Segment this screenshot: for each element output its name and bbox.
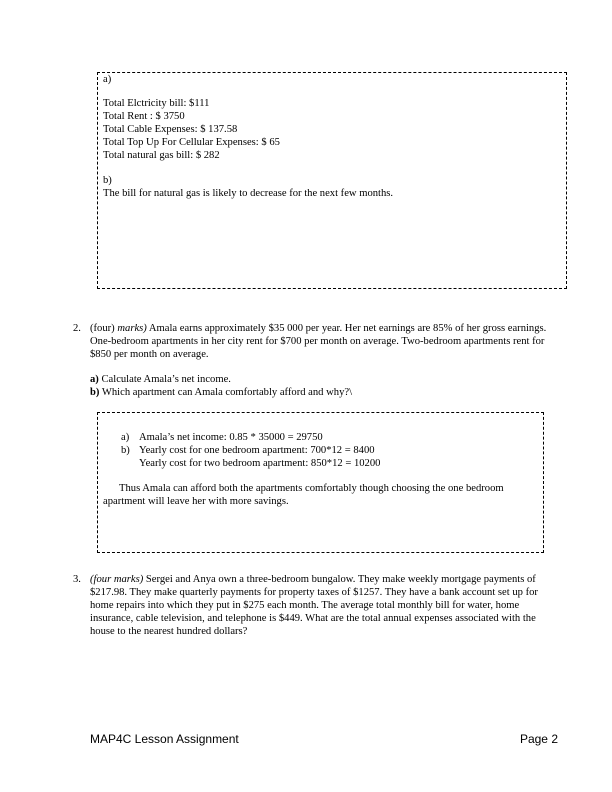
- answer-2-a-label: a): [121, 432, 130, 443]
- answer-2-b-text-2: Yearly cost for two bedroom apartment: 850*12 = 10200: [139, 458, 381, 469]
- answer-1-line: Total natural gas bill: $ 282: [103, 150, 220, 161]
- question-2-line-2: One-bedroom apartments in her city rent for $700 per month on average. Two-bedroom apartments rent for: [90, 336, 545, 347]
- question-3-marks: (four marks): [90, 574, 144, 585]
- question-2-part-a-label: a): [90, 374, 99, 385]
- question-3-line-3: home repairs into which they put in $275 each month. The average total monthly bill for water, home: [90, 600, 520, 611]
- question-2-text-1: Amala earns approximately $35 000 per year. Her net earnings are 85% of her gross earnings.: [146, 323, 547, 334]
- footer-left: MAP4C Lesson Assignment: [90, 732, 239, 746]
- question-2-marks-suffix: marks): [117, 323, 147, 334]
- footer-page-number: Page 2: [519, 732, 558, 746]
- question-2-line-1: [90, 323, 546, 336]
- answer-1-part-b-text: The bill for natural gas is likely to decrease for the next few months.: [103, 188, 394, 199]
- question-3-number: 3.: [73, 574, 81, 585]
- question-3-text-1: Sergei and Anya own a three-bedroom bungalow. They make weekly mortgage payments of: [143, 574, 536, 585]
- answer-2-b-label: b): [121, 445, 130, 456]
- question-2-marks-prefix: (four): [90, 323, 115, 334]
- question-3-line-5: house to the nearest hundred dollars?: [90, 626, 248, 637]
- question-2-part-b: [90, 387, 352, 400]
- answer-1-line: Total Top Up For Cellular Expenses: $ 65: [103, 137, 280, 148]
- answer-1-part-a-label: a): [103, 74, 112, 85]
- answer-1-line: Total Elctricity bill: $111: [103, 98, 210, 109]
- question-3-line-4: insurance, cable television, and telephone is $449. What are the total annual expenses associated with the: [90, 613, 536, 624]
- question-2-number: 2.: [73, 323, 81, 334]
- answer-2-conclusion-1: Thus Amala can afford both the apartments comfortably though choosing the one bedroom: [119, 483, 504, 494]
- question-2-line-3: $850 per month on average.: [90, 349, 209, 360]
- answer-2-a-text: Amala’s net income: 0.85 * 35000 = 29750: [139, 432, 323, 443]
- question-3-line-1: [90, 574, 536, 587]
- question-2-part-b-label: b): [90, 387, 100, 398]
- question-2-part-b-text: Which apartment can Amala comfortably afford and why?\: [99, 387, 353, 398]
- question-2-part-a: [90, 374, 231, 387]
- answer-2-conclusion-2: apartment will leave her with more savings.: [103, 496, 289, 507]
- question-3-line-2: $217.98. They make quarterly payments for property taxes of $1257. They have a bank account set up for: [90, 587, 538, 598]
- answer-1-part-b-label: b): [103, 175, 112, 186]
- answer-1-line: Total Rent : $ 3750: [103, 111, 185, 122]
- question-2-part-a-text: Calculate Amala’s net income.: [98, 374, 231, 385]
- answer-2-b-text-1: Yearly cost for one bedroom apartment: 700*12 = 8400: [139, 445, 375, 456]
- answer-1-line: Total Cable Expenses: $ 137.58: [103, 124, 238, 135]
